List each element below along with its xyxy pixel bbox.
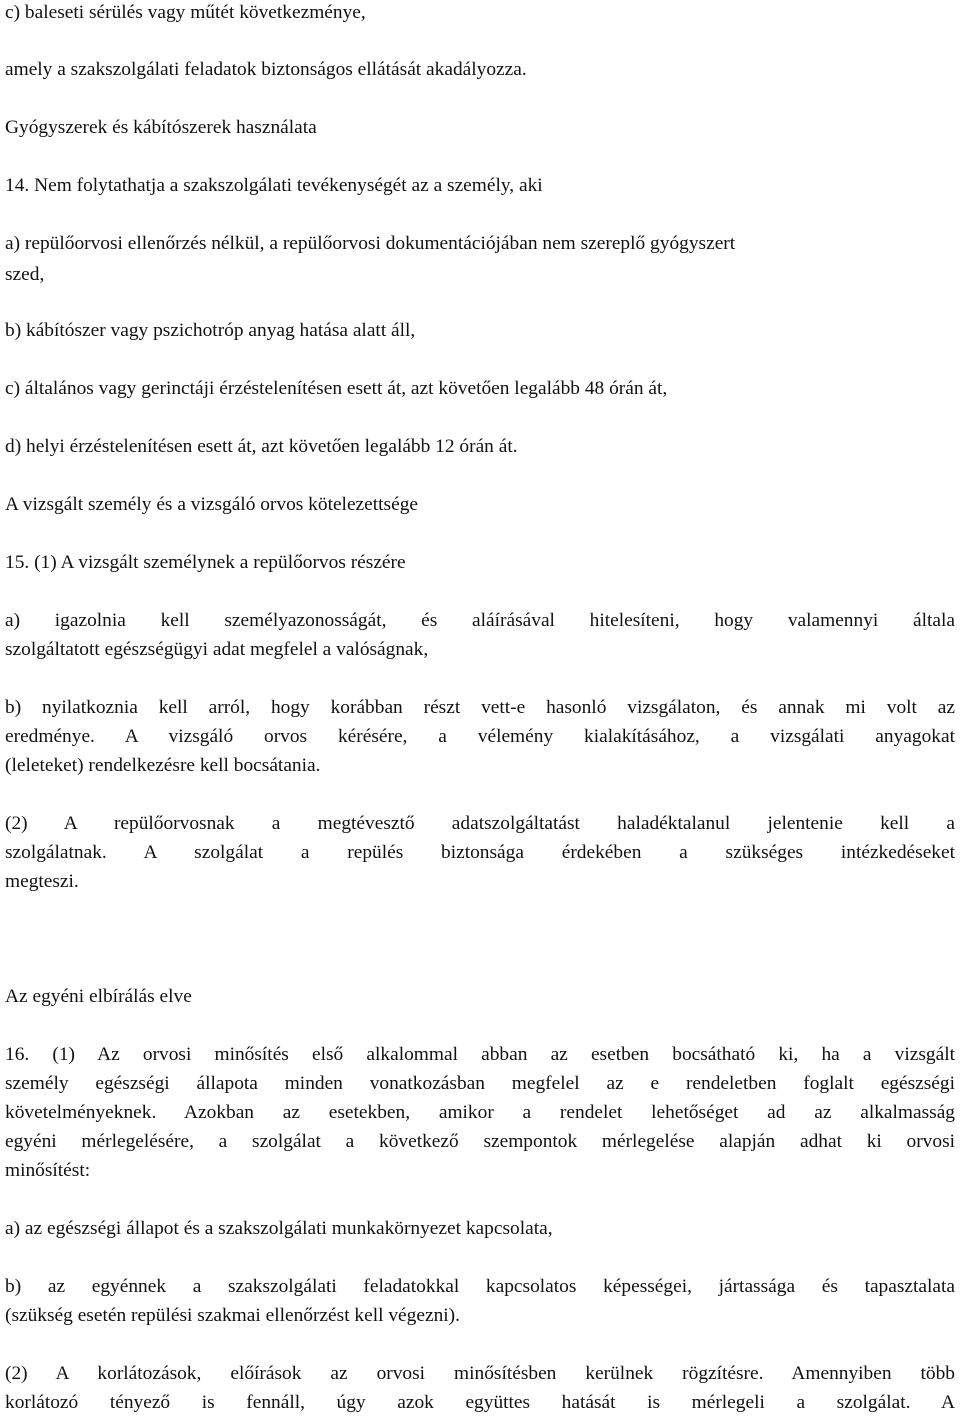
text-line-22: személy egészségi állapota minden vonatkozásban megfelel az e rendeletben foglalt egészségi (5, 1073, 955, 1094)
text-line-6: szed, (5, 264, 45, 285)
text-line-28: (szükség esetén repülési szakmai ellenőrzést kell végezni). (5, 1305, 460, 1326)
paragraph-16-intro: 16. (1) Az orvosi minősítés első alkalommal abban az esetben bocsátható ki, ha a vizsgált (5, 1044, 955, 1065)
text-line-1: c) baleseti sérülés vagy műtét következménye, (5, 2, 366, 23)
text-line-7: b) kábítószer vagy pszichotróp anyag hatása alatt áll, (5, 320, 416, 341)
section-heading-drugs: Gyógyszerek és kábítószerek használata (5, 117, 317, 138)
text-line-24: egyéni mérlegelésére, a szolgálat a következő szempontok mérlegelése alapján adhat ki orvosi (5, 1131, 955, 1152)
text-line-19: megteszi. (5, 871, 79, 892)
text-line-23: követelményeknek. Azokban az esetekben, amikor a rendelet lehetőséget ad az alkalmasság (5, 1102, 955, 1123)
text-line-18: szolgálatnak. A szolgálat a repülés biztonsága érdekében a szükséges intézkedéseket (5, 842, 955, 863)
section-heading-individual: Az egyéni elbírálás elve (5, 986, 192, 1007)
paragraph-15-intro: 15. (1) A vizsgált személynek a repülőorvos részére (5, 552, 406, 573)
text-line-27: b) az egyénnek a szakszolgálati feladatokkal kapcsolatos képességei, jártassága és tapasztalata (5, 1276, 955, 1297)
text-line-29: (2) A korlátozások, előírások az orvosi minősítésben kerülnek rögzítésre. Amennyiben több (5, 1363, 955, 1384)
text-line-14: b) nyilatkoznia kell arról, hogy korábban részt vett-e hasonló vizsgálaton, és annak mi volt az (5, 697, 955, 718)
text-line-26: a) az egészségi állapot és a szakszolgálati munkakörnyezet kapcsolata, (5, 1218, 553, 1239)
text-line-12: a) igazolnia kell személyazonosságát, és aláírásával hitelesíteni, hogy valamennyi általa (5, 610, 955, 631)
text-line-9: d) helyi érzéstelenítésen esett át, azt követően legalább 12 órán át. (5, 436, 518, 457)
text-line-15: eredménye. A vizsgáló orvos kérésére, a vélemény kialakításához, a vizsgálati anyagokat (5, 726, 955, 747)
text-line-30: korlátozó tényező is fennáll, úgy azok együttes hatását is mérlegeli a szolgálat. A (5, 1392, 955, 1413)
text-line-2: amely a szakszolgálati feladatok biztonságos ellátását akadályozza. (5, 59, 527, 80)
text-line-25: minősítést: (5, 1160, 91, 1181)
text-line-16: (leleteket) rendelkezésre kell bocsátania. (5, 755, 321, 776)
paragraph-14-intro: 14. Nem folytathatja a szakszolgálati tevékenységét az a személy, aki (5, 175, 543, 196)
text-line-13: szolgáltatott egészségügyi adat megfelel a valóságnak, (5, 639, 429, 660)
text-line-5: a) repülőorvosi ellenőrzés nélkül, a repülőorvosi dokumentációjában nem szereplő gyógyszert (5, 233, 736, 254)
text-line-17: (2) A repülőorvosnak a megtévesztő adatszolgáltatást haladéktalanul jelentenie kell a (5, 813, 955, 834)
section-heading-obligations: A vizsgált személy és a vizsgáló orvos kötelezettsége (5, 494, 418, 515)
text-line-8: c) általános vagy gerinctáji érzéstelenítésen esett át, azt követően legalább 48 órán át, (5, 378, 668, 399)
